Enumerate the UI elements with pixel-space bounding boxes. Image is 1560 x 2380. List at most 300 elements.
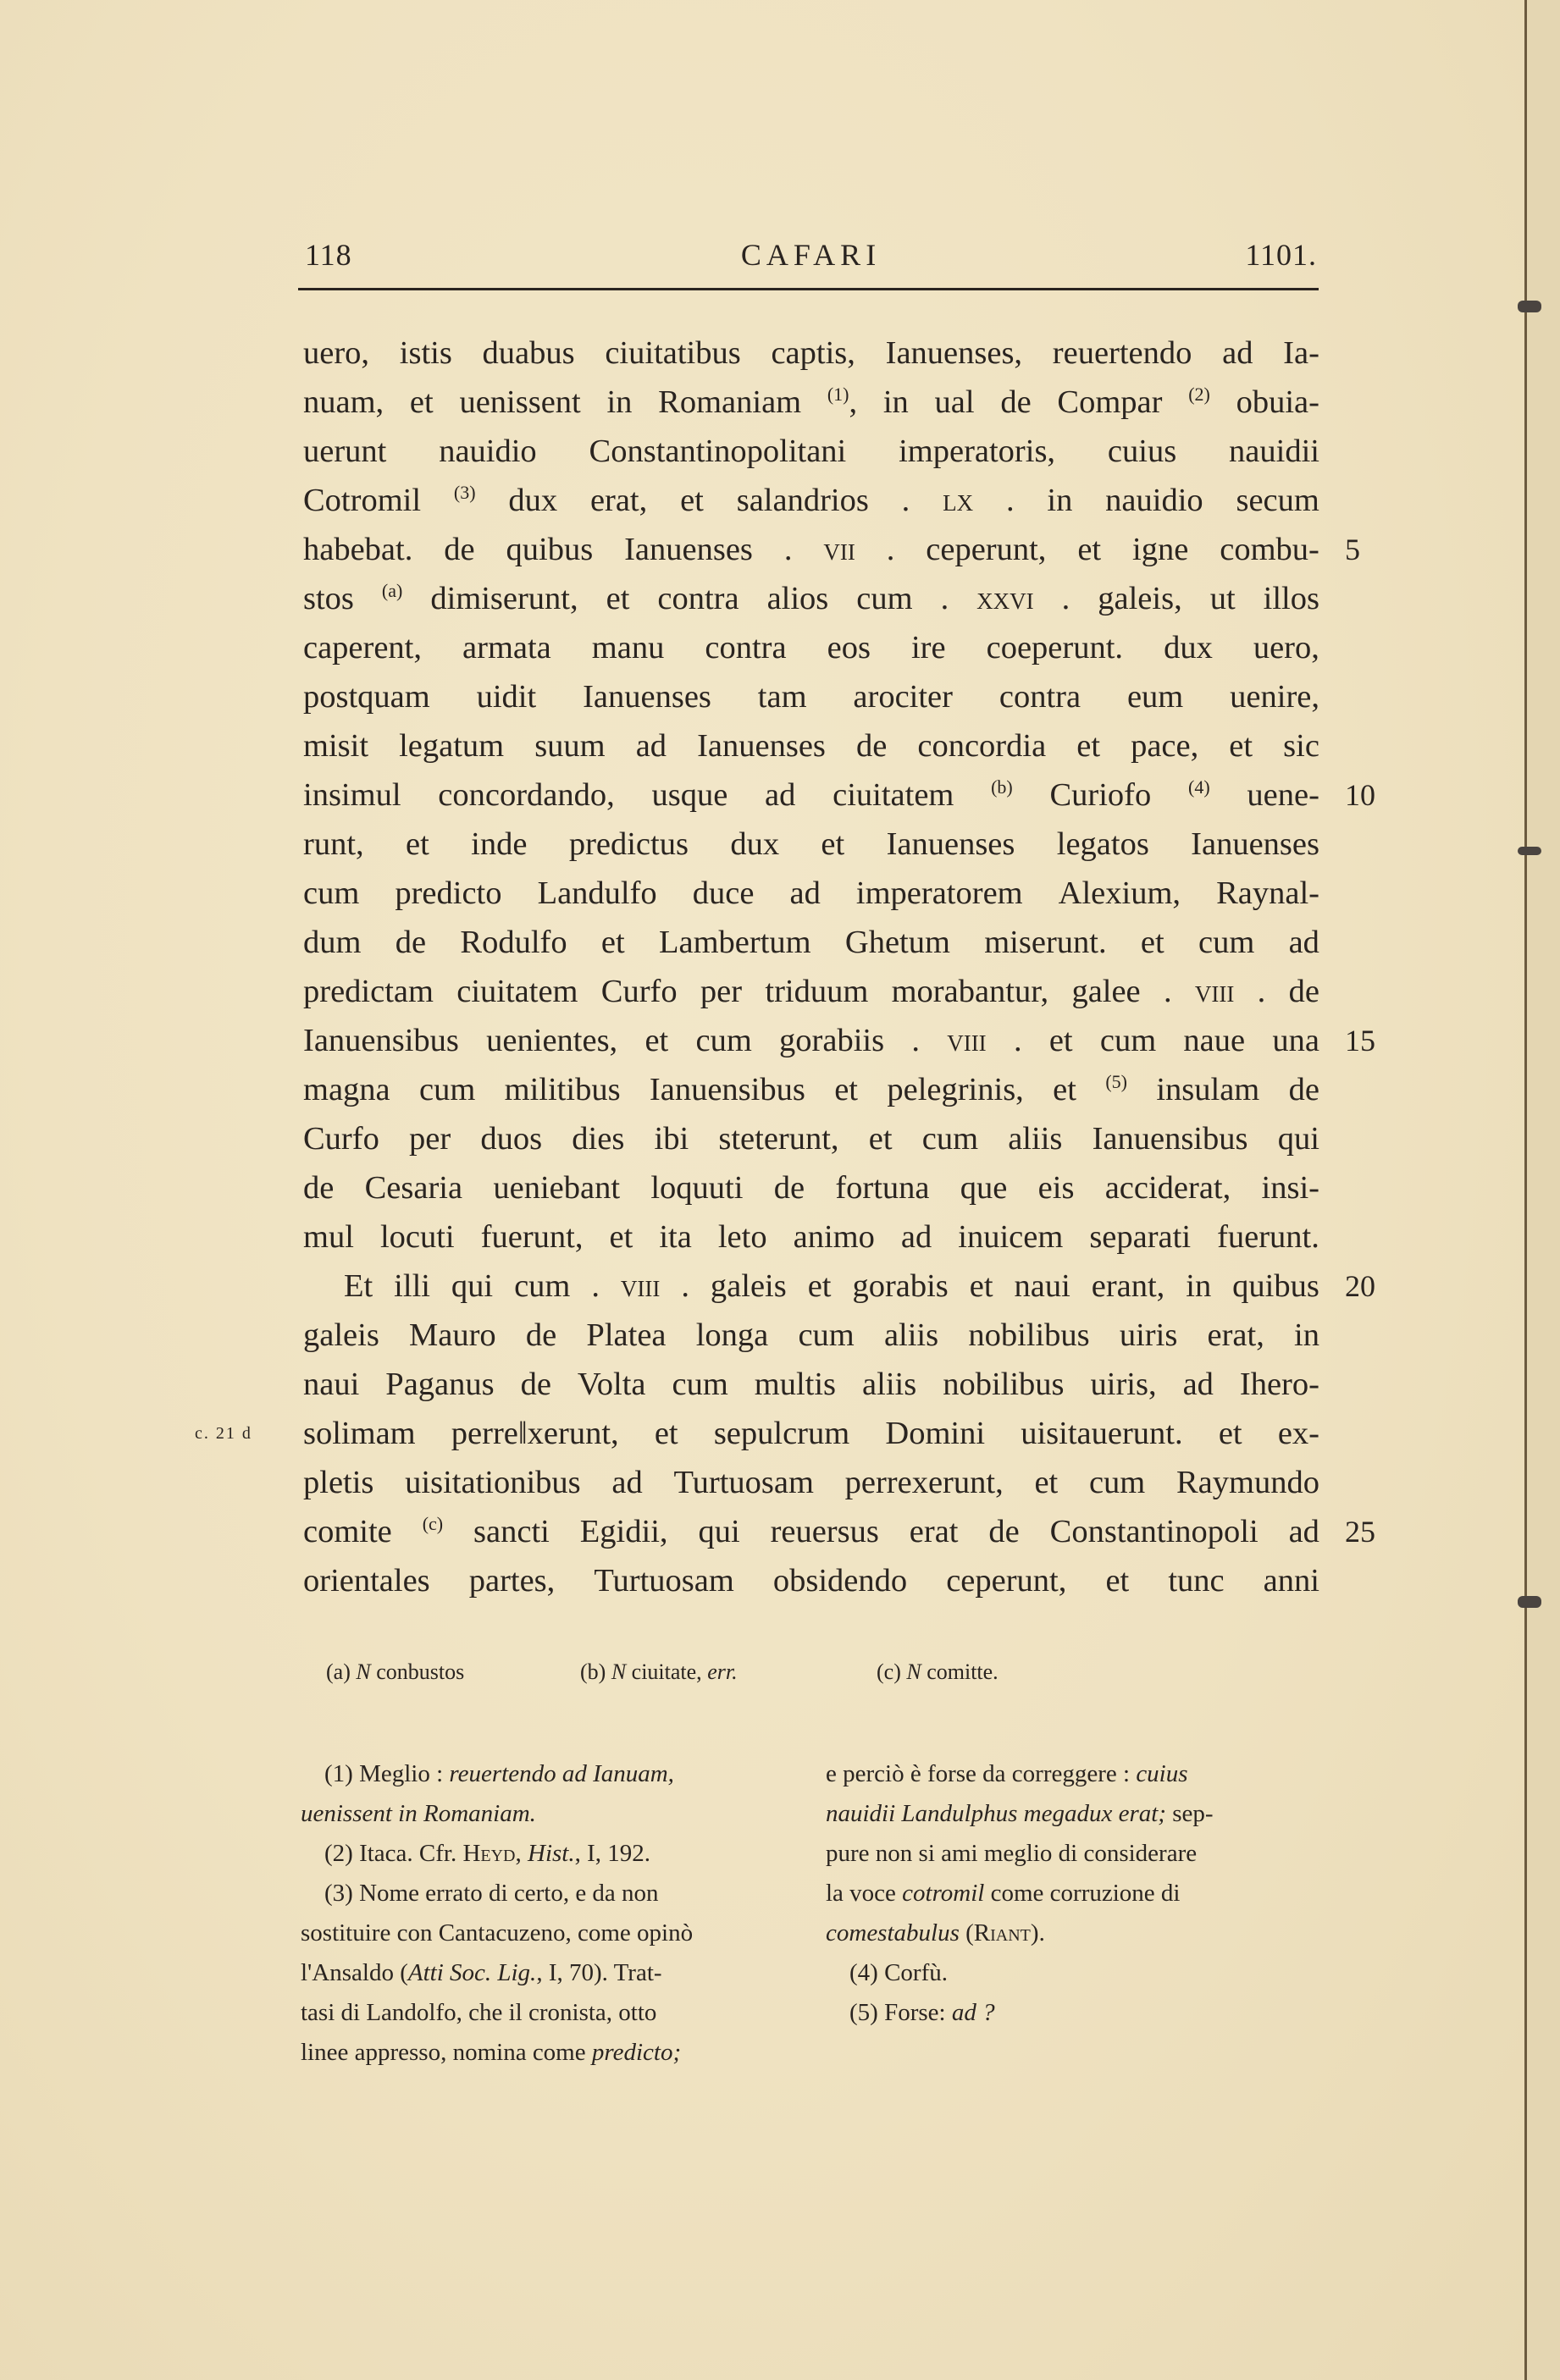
word: locuti: [379, 1219, 455, 1255]
running-header: [305, 237, 1317, 279]
word: uisitationibus: [405, 1465, 581, 1500]
critical-note: (b) N ciuitate, err.: [580, 1659, 738, 1684]
word: Mauro: [409, 1317, 496, 1353]
word: duce: [692, 875, 755, 911]
text-line: [303, 476, 1319, 525]
word: Volta: [577, 1367, 646, 1402]
word: Compar: [1057, 384, 1163, 420]
word: dum: [303, 925, 362, 960]
word: .: [1163, 974, 1172, 1009]
word: gorabis: [852, 1268, 949, 1304]
line-number: 20: [1345, 1269, 1375, 1303]
word: sepulcrum: [713, 1416, 850, 1451]
word: ex-: [1277, 1416, 1319, 1451]
word: erat,: [1207, 1317, 1264, 1353]
text-line: [303, 869, 1319, 918]
word: Lambertum: [658, 925, 811, 960]
word: nauidii: [1229, 433, 1319, 469]
word: et: [680, 483, 704, 518]
word: viii: [620, 1268, 661, 1304]
footnote-line: comestabulus (Riant).: [826, 1919, 1045, 1947]
word: Paganus: [385, 1367, 495, 1402]
word: cum: [418, 1072, 476, 1107]
word: de: [520, 1367, 551, 1402]
word: uisitauerunt.: [1021, 1416, 1183, 1451]
text-line: [303, 1262, 1319, 1311]
word: illos: [1263, 581, 1319, 616]
word: ad: [1288, 1514, 1319, 1549]
word: [1105, 1065, 1127, 1114]
word: galeis,: [1098, 581, 1182, 616]
word: solimam: [303, 1416, 416, 1451]
word: pletis: [303, 1465, 374, 1500]
word: naui: [1014, 1268, 1070, 1304]
word: ad: [1182, 1367, 1214, 1402]
word: [423, 1507, 443, 1556]
word: triduum: [765, 974, 869, 1009]
note-reference: (1): [827, 384, 849, 405]
word: magna: [303, 1072, 390, 1107]
word: Cesaria: [364, 1170, 463, 1206]
word: Alexium,: [1058, 875, 1181, 911]
text-line: [303, 672, 1319, 721]
footnote-line: (1) Meglio : reuertendo ad Ianuam,: [324, 1760, 674, 1787]
word: de: [395, 925, 427, 960]
word: dies: [572, 1121, 625, 1157]
word: Turtuosam: [594, 1563, 734, 1599]
word: mul: [303, 1219, 354, 1255]
note-reference: (a): [381, 580, 403, 601]
word: Egidii,: [579, 1514, 668, 1549]
text-line: [303, 721, 1319, 770]
word: Curfo: [600, 974, 678, 1009]
word: [1188, 770, 1210, 820]
word: insi-: [1261, 1170, 1319, 1206]
word: .: [901, 483, 910, 518]
text-line: [303, 329, 1319, 378]
word: et: [1034, 1465, 1059, 1500]
word: in: [1186, 1268, 1212, 1304]
word: nobilibus: [943, 1367, 1065, 1402]
note-reference: (3): [453, 482, 476, 503]
word: Turtuosam: [673, 1465, 814, 1500]
footnote-line: (2) Itaca. Cfr. Heyd, Hist., I, 192.: [324, 1840, 651, 1867]
word: gorabiis: [779, 1023, 885, 1058]
text-line: [303, 1409, 1319, 1458]
word: ad: [1288, 925, 1319, 960]
word: ad: [900, 1219, 932, 1255]
word: leto: [717, 1219, 767, 1255]
word: Constantinopolitani: [589, 433, 847, 469]
word: [991, 770, 1013, 820]
word: ad: [1222, 335, 1253, 371]
text-line: [303, 623, 1319, 672]
word: galee: [1071, 974, 1141, 1009]
word: nuam,: [303, 384, 384, 420]
word: Curiofo: [1049, 777, 1152, 813]
word: manu: [591, 630, 665, 665]
word: eos: [827, 630, 871, 665]
word: runt,: [303, 826, 364, 862]
word: sancti: [473, 1514, 550, 1549]
text-line: [303, 378, 1319, 427]
text-line: [303, 770, 1319, 820]
word: aliis: [862, 1367, 917, 1402]
word: xxvi: [976, 581, 1034, 616]
word: multis: [754, 1367, 837, 1402]
note-reference: (2): [1188, 384, 1210, 405]
footnote-line: linee appresso, nomina come predicto;: [301, 2039, 682, 2066]
word: et: [821, 826, 845, 862]
word: ad: [611, 1465, 643, 1500]
word: et: [609, 1219, 633, 1255]
word: et: [1077, 532, 1102, 567]
word: predictam: [303, 974, 434, 1009]
footnote-line: la voce cotromil come corruzione di: [826, 1880, 1181, 1907]
word: ut: [1209, 581, 1236, 616]
word: concordia: [917, 728, 1047, 764]
word: dimiserunt,: [430, 581, 578, 616]
text-line: [303, 918, 1319, 967]
word: galeis: [303, 1317, 379, 1353]
word: duos: [480, 1121, 543, 1157]
word: Ihero-: [1239, 1367, 1319, 1402]
word: aliis: [883, 1317, 939, 1353]
word: cum: [921, 1121, 979, 1157]
word: qui: [698, 1514, 740, 1549]
word: postquam: [303, 679, 430, 715]
word: perre‖xerunt,: [451, 1416, 619, 1451]
word: perrexerunt,: [844, 1465, 1004, 1500]
word: Ghetum: [844, 925, 950, 960]
word: Curfo: [303, 1121, 379, 1157]
word: imperatorem: [855, 875, 1023, 911]
word: uenientes,: [486, 1023, 618, 1058]
word: Cotromil: [303, 483, 422, 518]
binding-mark: [1518, 301, 1541, 312]
word: ceperunt,: [926, 532, 1047, 567]
word: in: [1294, 1317, 1319, 1353]
word: Romaniam: [658, 384, 802, 420]
word: et: [1076, 728, 1101, 764]
text-line: [303, 1016, 1319, 1065]
text-line: [303, 1212, 1319, 1262]
word: de: [525, 1317, 557, 1353]
word: longa: [695, 1317, 769, 1353]
word: uidit: [476, 679, 537, 715]
word: ciuitatem: [833, 777, 954, 813]
word: uerunt: [303, 433, 387, 469]
word: captis,: [771, 335, 855, 371]
word: habebat.: [303, 532, 413, 567]
text-line: [303, 1114, 1319, 1163]
word: ibi: [654, 1121, 689, 1157]
word: de: [773, 1170, 805, 1206]
word: alios: [766, 581, 829, 616]
running-title: CAFARI: [740, 238, 882, 272]
footnote-line: (5) Forse: ad ?: [849, 1999, 995, 2026]
word: et: [600, 925, 625, 960]
word: reuertendo: [1052, 335, 1192, 371]
word: de: [1288, 974, 1319, 1009]
word: quibus: [506, 532, 594, 567]
word: de: [444, 532, 475, 567]
word: Rodulfo: [460, 925, 567, 960]
word: ueniebant: [493, 1170, 621, 1206]
word: naui: [303, 1367, 360, 1402]
footnote-line: (4) Corfù.: [849, 1959, 948, 1986]
word: legatos: [1056, 826, 1149, 862]
word: dux: [508, 483, 558, 518]
line-number: 25: [1345, 1515, 1375, 1549]
word: dux: [1164, 630, 1213, 665]
margin-note: c. 21 d: [195, 1424, 252, 1443]
binding-mark: [1518, 847, 1541, 855]
text-line: [303, 1507, 1319, 1556]
word: obuia-: [1236, 384, 1319, 420]
main-text: [303, 329, 1319, 1605]
word: de: [303, 1170, 335, 1206]
word: ciuitatem: [456, 974, 578, 1009]
word: uenire,: [1230, 679, 1319, 715]
word: Ia-: [1283, 335, 1319, 371]
text-line: [303, 574, 1319, 623]
word: Ianuenses: [583, 679, 711, 715]
word: viii: [1194, 974, 1235, 1009]
word: naue: [1183, 1023, 1246, 1058]
footnote-line: e perciò è forse da correggere : cuius: [826, 1760, 1188, 1787]
word: galeis: [710, 1268, 787, 1304]
word: cum: [1198, 925, 1255, 960]
word: per: [700, 974, 743, 1009]
word: acciderat,: [1104, 1170, 1231, 1206]
word: Ianuensibus: [303, 1023, 459, 1058]
word: Ianuenses: [1191, 826, 1319, 862]
word: sic: [1283, 728, 1319, 764]
note-reference: (b): [991, 776, 1013, 798]
word: anni: [1263, 1563, 1319, 1599]
word: et: [1229, 728, 1253, 764]
word: et: [1218, 1416, 1242, 1451]
word: in: [606, 384, 633, 420]
word: eis: [1037, 1170, 1075, 1206]
word: Constantinopoli: [1049, 1514, 1259, 1549]
word: Raynal-: [1216, 875, 1319, 911]
footnote-line: nauidii Landulphus megadux erat; sep-: [826, 1800, 1214, 1827]
next-page-edge: [1527, 0, 1560, 2380]
word: pace,: [1131, 728, 1199, 764]
footnote-line: (3) Nome errato di certo, e da non: [324, 1880, 659, 1907]
line-number: 5: [1345, 533, 1360, 566]
word: uenissent: [459, 384, 581, 420]
word: duabus: [482, 335, 575, 371]
word: salandrios: [736, 483, 869, 518]
word: erat: [909, 1514, 959, 1549]
word: predictus: [568, 826, 689, 862]
word: .: [591, 1268, 600, 1304]
word: et: [654, 1416, 678, 1451]
word: misit: [303, 728, 369, 764]
word: steterunt,: [718, 1121, 839, 1157]
word: et: [834, 1072, 858, 1107]
word: Ianuenses: [886, 826, 1015, 862]
text-line: [303, 1360, 1319, 1409]
word: eum: [1126, 679, 1184, 715]
word: uero,: [303, 335, 370, 371]
word: .: [911, 1023, 920, 1058]
text-line: [303, 1163, 1319, 1212]
line-number: 15: [1345, 1024, 1375, 1057]
binding-mark: [1518, 1596, 1541, 1608]
word: nauidio: [439, 433, 537, 469]
word: cum: [798, 1317, 855, 1353]
word: Ianuenses: [624, 532, 753, 567]
word: et: [406, 826, 429, 862]
word: contra: [705, 630, 787, 665]
word: .: [886, 532, 895, 567]
word: inuicem: [958, 1219, 1064, 1255]
word: cum: [514, 1268, 571, 1304]
word: imperatoris,: [899, 433, 1056, 469]
word: pelegrinis,: [887, 1072, 1024, 1107]
word: ciuitatibus: [605, 335, 741, 371]
text-line: [303, 427, 1319, 476]
word: uiris,: [1090, 1367, 1157, 1402]
word: cum: [695, 1023, 752, 1058]
footnote-line: tasi di Landolfo, che il cronista, otto: [301, 1999, 657, 2026]
line-number: 10: [1345, 778, 1375, 812]
word: et: [409, 384, 434, 420]
word: insimul: [303, 777, 401, 813]
word: .: [681, 1268, 689, 1304]
word: lx: [943, 483, 974, 518]
word: morabantur,: [891, 974, 1049, 1009]
word: viii: [947, 1023, 987, 1058]
word: in: [1047, 483, 1073, 518]
word: qui: [1277, 1121, 1319, 1157]
word: loquuti: [650, 1170, 744, 1206]
word: et: [606, 581, 630, 616]
word: dux: [730, 826, 780, 862]
word: quibus: [1232, 1268, 1319, 1304]
word: contra: [999, 679, 1081, 715]
word: et: [1140, 925, 1164, 960]
word: una: [1272, 1023, 1319, 1058]
word: [454, 476, 476, 525]
word: uero,: [1253, 630, 1319, 665]
word: predicto: [395, 875, 502, 911]
word: et: [1048, 1023, 1073, 1058]
word: Raymundo: [1176, 1465, 1319, 1500]
word: ad: [635, 728, 667, 764]
word: [1188, 378, 1210, 427]
word: de: [1000, 384, 1032, 420]
word: coeperunt.: [986, 630, 1124, 665]
word: arociter: [853, 679, 953, 715]
word: Ianuenses: [697, 728, 826, 764]
text-line: [303, 1065, 1319, 1114]
word: $^{(1)}$,: [827, 384, 858, 420]
word: .: [1257, 974, 1266, 1009]
word: et: [1053, 1072, 1076, 1107]
word: Landulfo: [537, 875, 657, 911]
word: erant,: [1091, 1268, 1165, 1304]
word: orientales: [303, 1563, 430, 1599]
text-line: [303, 1311, 1319, 1360]
word: nobilibus: [968, 1317, 1090, 1353]
word: cum: [303, 875, 360, 911]
word: combu-: [1220, 532, 1319, 567]
word: animo: [793, 1219, 875, 1255]
note-reference: (5): [1105, 1071, 1127, 1092]
word: comite: [303, 1514, 392, 1549]
word: uene-: [1247, 777, 1319, 813]
word: contra: [657, 581, 739, 616]
word: suum: [534, 728, 606, 764]
word: Domini: [885, 1416, 986, 1451]
word: stos: [303, 581, 354, 616]
word: fortuna: [835, 1170, 930, 1206]
word: .: [1061, 581, 1070, 616]
word: ceperunt,: [946, 1563, 1067, 1599]
word: Ianuensibus: [649, 1072, 805, 1107]
word: ita: [659, 1219, 692, 1255]
text-line: [303, 1556, 1319, 1605]
word: secum: [1236, 483, 1319, 518]
word: fuerunt,: [480, 1219, 584, 1255]
page-number: 118: [305, 238, 352, 272]
note-reference: (4): [1188, 776, 1210, 798]
word: et: [1105, 1563, 1130, 1599]
word: legatum: [399, 728, 505, 764]
word: in: [882, 384, 909, 420]
word: reuersus: [770, 1514, 879, 1549]
word: .: [940, 581, 949, 616]
word: vii: [823, 532, 855, 567]
word: tam: [757, 679, 807, 715]
word: Et: [344, 1268, 373, 1304]
word: .: [1005, 483, 1015, 518]
word: ad: [765, 777, 796, 813]
word: obsidendo: [772, 1563, 908, 1599]
word: aliis: [1008, 1121, 1063, 1157]
word: ire: [910, 630, 946, 665]
word: cum: [1088, 1465, 1146, 1500]
note-reference: (c): [422, 1513, 444, 1534]
text-line: [303, 820, 1319, 869]
footnotes-left-column: [301, 1754, 775, 2073]
word: tunc: [1168, 1563, 1225, 1599]
word: que: [960, 1170, 1008, 1206]
word: cum: [856, 581, 913, 616]
word: militibus: [504, 1072, 621, 1107]
word: et: [644, 1023, 669, 1058]
word: separati: [1089, 1219, 1192, 1255]
word: nauidio: [1105, 483, 1203, 518]
word: ad: [789, 875, 821, 911]
footnote-line: sostituire con Cantacuzeno, come opinò: [301, 1919, 694, 1947]
word: igne: [1132, 532, 1189, 567]
word: Ianuensibus: [1092, 1121, 1248, 1157]
word: et: [807, 1268, 832, 1304]
text-line: [303, 525, 1319, 574]
word: inde: [471, 826, 528, 862]
word: de: [1288, 1072, 1319, 1107]
footnote-line: uenissent in Romaniam.: [301, 1800, 536, 1827]
word: insulam: [1156, 1072, 1260, 1107]
word: fuerunt.: [1217, 1219, 1319, 1255]
word: .: [783, 532, 793, 567]
